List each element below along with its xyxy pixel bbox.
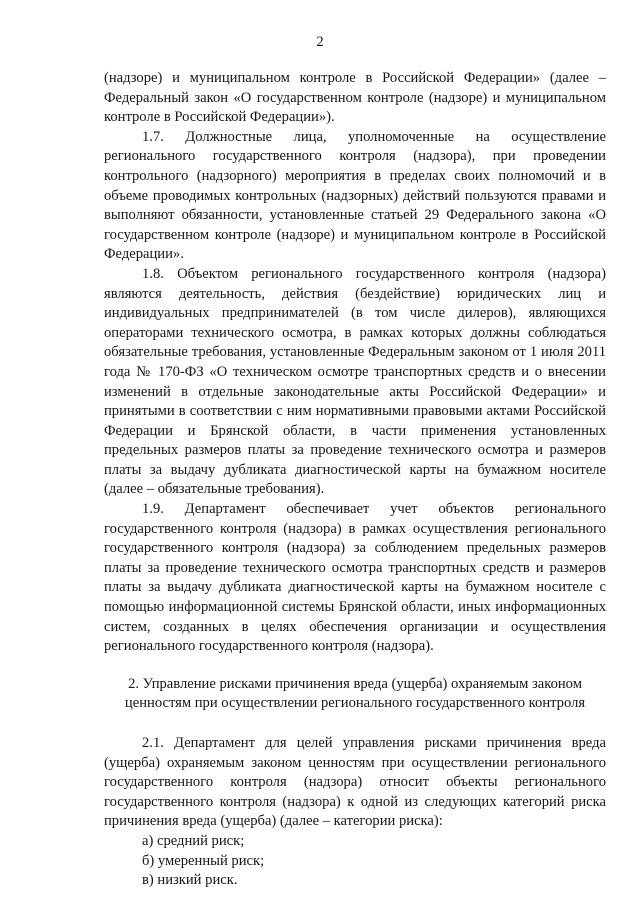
- risk-category-list: [104, 832, 606, 891]
- section-heading: 2. Управление рисками причинения вреда (ущерба) охраняемым законом ценностям при осуществлении регионального государственного контроля: [124, 675, 586, 712]
- paragraph-1-8: 1.8. Объектом регионального государственного контроля (надзора) являются деятельность, действия (бездействие) юридических лиц и индивидуальных предпринимателей (в том числе дилеров), являющихся операторами технического осмотра, в рамках которых должны соблюдаться обязательные требования, установленные Федеральным законом от 1 июля 2011 года № 170-ФЗ «О техническом осмотре транспортных средств и о внесении изменений в отдельные законодательные акты Российской Федерации» и принятыми в соответствии с ним нормативными правовыми актами Российской Федерации и Брянской области, в части применения установленных предельных размеров платы за проведение технического осмотра и размеров платы за выдачу дубликата диагностической карты на бумажном носителе (далее – обязательные требования).: [104, 265, 606, 498]
- paragraph-continuation: (надзоре) и муниципальном контроле в Российской Федерации» (далее – Федеральный закон «О государственном контроле (надзоре) и муниципальном контроле в Российской Федерации»).: [104, 70, 606, 126]
- paragraph-1-9: 1.9. Департамент обеспечивает учет объектов регионального государственного контроля (надзора) в рамках осуществления регионального государственного контроля (надзора) за соблюдением предельных размеров платы за проведение технического осмотра транспортных средств и размеров платы за выдачу дубликата диагностической карты на бумажном носителе с помощью информационной системы Брянской области, иных информационных систем, созданных в целях обеспечения организации и осуществления регионального государственного контроля (надзора).: [104, 501, 606, 655]
- paragraph-2-1: 2.1. Департамент для целей управления рисками причинения вреда (ущерба) охраняемым законом ценностям при осуществлении регионального государственного контроля (надзора) относит объекты регионального государственного контроля (надзора) к одной из следующих категорий риска причинения вреда (ущерба) (далее – категории риска):: [104, 735, 606, 830]
- list-item-risk-moderate: б) умеренный риск;: [142, 852, 265, 869]
- list-item-risk-low: в) низкий риск.: [142, 872, 238, 889]
- list-item-risk-medium: а) средний риск;: [142, 832, 245, 849]
- paragraph-1-7: 1.7. Должностные лица, уполномоченные на осуществление регионального государственного контроля (надзора), при проведении контрольного (надзорного) мероприятия в пределах своих полномочий и в объеме проводимых контрольных (надзорных) действий пользуются правами и выполняют обязанности, установленные статьей 29 Федерального закона «О государственном контроле (надзоре) и муниципальном контроле в Российской Федерации».: [104, 128, 606, 263]
- document-body: [104, 69, 606, 891]
- page-number: 2: [316, 34, 324, 50]
